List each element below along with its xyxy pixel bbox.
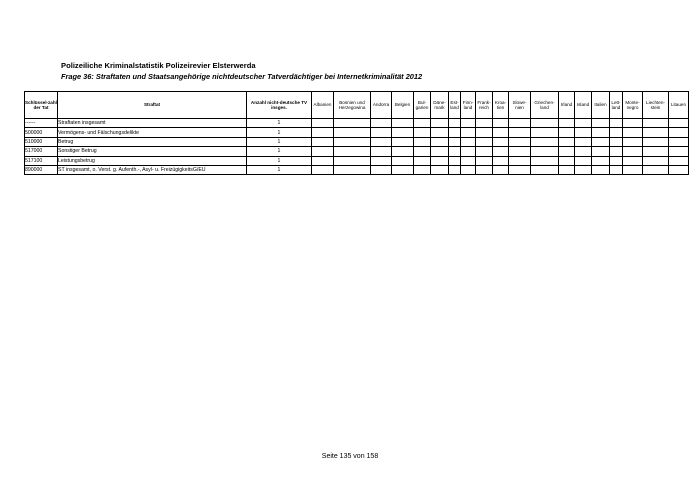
row-offense-cell: Betrug [58, 137, 247, 146]
row-offense-cell: ST insgesamt, o. Verst. g. Aufenth.-, Asyl- u. FreizügigkeitsG/EU [58, 165, 247, 174]
column-header-country: Lett-land [610, 92, 623, 119]
row-country-cell [461, 165, 476, 174]
row-country-cell [669, 165, 689, 174]
row-country-cell [643, 128, 669, 137]
row-total-cell: 1 [247, 119, 312, 128]
row-country-cell [669, 137, 689, 146]
row-country-cell [509, 137, 531, 146]
row-country-cell [592, 119, 610, 128]
row-country-cell [392, 165, 414, 174]
row-country-cell [312, 128, 334, 137]
report-title: Polizeiliche Kriminalstatistik Polizeirevier Elsterwerda [61, 61, 256, 70]
column-header-offense: Straftat [58, 92, 247, 119]
row-country-cell [493, 147, 509, 156]
row-country-cell [312, 119, 334, 128]
row-country-cell [623, 165, 643, 174]
row-country-cell [431, 128, 449, 137]
row-country-cell [334, 165, 371, 174]
row-country-cell [643, 156, 669, 165]
row-country-cell [643, 147, 669, 156]
row-code-cell: 500000 [25, 128, 58, 137]
row-code-cell: 517100 [25, 156, 58, 165]
row-country-cell [559, 156, 575, 165]
row-country-cell [559, 119, 575, 128]
row-country-cell [531, 147, 559, 156]
row-country-cell [669, 147, 689, 156]
row-country-cell [371, 119, 392, 128]
row-total-cell: 1 [247, 128, 312, 137]
row-country-cell [559, 137, 575, 146]
column-header-country: Bul-garien [414, 92, 431, 119]
row-country-cell [623, 128, 643, 137]
row-country-cell [493, 119, 509, 128]
row-country-cell [476, 119, 493, 128]
row-country-cell [531, 119, 559, 128]
row-country-cell [592, 137, 610, 146]
row-country-cell [414, 156, 431, 165]
row-country-cell [414, 165, 431, 174]
column-header-country: Finn-land [461, 92, 476, 119]
column-header-code: Schlüssel-zahl der Tat [25, 92, 58, 119]
column-header-country: Litauen [669, 92, 689, 119]
row-country-cell [392, 147, 414, 156]
row-country-cell [476, 156, 493, 165]
row-country-cell [575, 165, 592, 174]
column-header-country: Däne-mark [431, 92, 449, 119]
row-country-cell [431, 137, 449, 146]
row-code-cell: 517000 [25, 147, 58, 156]
row-country-cell [669, 156, 689, 165]
row-country-cell [531, 165, 559, 174]
row-country-cell [476, 137, 493, 146]
row-country-cell [312, 156, 334, 165]
report-subtitle: Frage 36: Straftaten und Staatsangehörige nichtdeutscher Tatverdächtiger bei Internetkriminalität 2012 [61, 72, 423, 81]
row-country-cell [392, 137, 414, 146]
row-offense-cell: Straftaten insgesamt [58, 119, 247, 128]
row-country-cell [559, 128, 575, 137]
column-header-country: Liechten-stein [643, 92, 669, 119]
column-header-country: Andorra [371, 92, 392, 119]
row-country-cell [312, 137, 334, 146]
row-country-cell [623, 147, 643, 156]
row-country-cell [575, 128, 592, 137]
row-country-cell [509, 128, 531, 137]
row-country-cell [592, 156, 610, 165]
row-country-cell [461, 156, 476, 165]
row-country-cell [371, 165, 392, 174]
header-row [25, 92, 689, 119]
row-country-cell [334, 128, 371, 137]
row-country-cell [623, 119, 643, 128]
row-country-cell [476, 147, 493, 156]
row-code-cell: ------ [25, 119, 58, 128]
row-country-cell [669, 128, 689, 137]
row-country-cell [559, 165, 575, 174]
row-country-cell [476, 165, 493, 174]
table-row [25, 165, 689, 174]
row-country-cell [493, 165, 509, 174]
table-row [25, 156, 689, 165]
row-country-cell [461, 119, 476, 128]
row-country-cell [449, 137, 461, 146]
table-row [25, 147, 689, 156]
column-header-country: Irland [559, 92, 575, 119]
row-country-cell [509, 119, 531, 128]
row-country-cell [643, 165, 669, 174]
row-country-cell [493, 137, 509, 146]
row-country-cell [592, 165, 610, 174]
column-header-country: Est-land [449, 92, 461, 119]
row-country-cell [575, 156, 592, 165]
page-number: Seite 135 von 158 [321, 453, 379, 460]
table-row [25, 137, 689, 146]
row-country-cell [623, 156, 643, 165]
row-country-cell [371, 137, 392, 146]
row-total-cell: 1 [247, 137, 312, 146]
column-header-country: Kroa-tien [493, 92, 509, 119]
row-code-cell: 890000 [25, 165, 58, 174]
row-country-cell [493, 128, 509, 137]
column-header-country: Slowe-nien [509, 92, 531, 119]
row-country-cell [334, 119, 371, 128]
row-country-cell [449, 119, 461, 128]
column-header-country: Griechen-land [531, 92, 559, 119]
column-header-country: Frank-reich [476, 92, 493, 119]
row-country-cell [312, 165, 334, 174]
row-country-cell [449, 147, 461, 156]
row-country-cell [392, 119, 414, 128]
row-country-cell [461, 128, 476, 137]
row-country-cell [610, 147, 623, 156]
row-total-cell: 1 [247, 156, 312, 165]
row-country-cell [509, 156, 531, 165]
row-country-cell [531, 156, 559, 165]
row-country-cell [449, 128, 461, 137]
row-country-cell [334, 147, 371, 156]
row-country-cell [643, 137, 669, 146]
column-header-country: Bosnien und Herzegowina [334, 92, 371, 119]
row-country-cell [575, 119, 592, 128]
column-header-country: Italien [592, 92, 610, 119]
column-header-total: Anzahl nicht-deutsche TV insges. [247, 92, 312, 119]
row-country-cell [592, 128, 610, 137]
row-total-cell: 1 [247, 165, 312, 174]
row-country-cell [509, 147, 531, 156]
row-country-cell [431, 165, 449, 174]
row-country-cell [392, 128, 414, 137]
row-country-cell [392, 156, 414, 165]
row-total-cell: 1 [247, 147, 312, 156]
row-offense-cell: Sonstiger Betrug [58, 147, 247, 156]
row-country-cell [414, 147, 431, 156]
row-country-cell [371, 128, 392, 137]
row-country-cell [610, 128, 623, 137]
row-country-cell [431, 119, 449, 128]
row-country-cell [623, 137, 643, 146]
row-country-cell [414, 128, 431, 137]
row-country-cell [493, 156, 509, 165]
row-country-cell [312, 147, 334, 156]
row-country-cell [461, 137, 476, 146]
row-country-cell [449, 156, 461, 165]
column-header-country: Monte-negro [623, 92, 643, 119]
row-country-cell [669, 119, 689, 128]
row-country-cell [476, 128, 493, 137]
row-country-cell [610, 165, 623, 174]
row-country-cell [559, 147, 575, 156]
row-country-cell [334, 156, 371, 165]
table-row [25, 128, 689, 137]
column-header-country: Island [575, 92, 592, 119]
row-country-cell [431, 156, 449, 165]
table-body [25, 119, 689, 175]
row-country-cell [334, 137, 371, 146]
row-country-cell [509, 165, 531, 174]
row-country-cell [531, 128, 559, 137]
column-header-country: Albanien [312, 92, 334, 119]
row-offense-cell: Leistungsbetrug [58, 156, 247, 165]
row-country-cell [371, 147, 392, 156]
row-country-cell [531, 137, 559, 146]
row-country-cell [431, 147, 449, 156]
row-offense-cell: Vermögens- und Fälschungsdelikte [58, 128, 247, 137]
row-country-cell [371, 156, 392, 165]
row-country-cell [610, 119, 623, 128]
table-row [25, 119, 689, 128]
row-country-cell [610, 156, 623, 165]
row-country-cell [575, 137, 592, 146]
row-country-cell [449, 165, 461, 174]
row-country-cell [643, 119, 669, 128]
row-country-cell [592, 147, 610, 156]
statistics-table [24, 91, 689, 175]
column-header-country: Belgien [392, 92, 414, 119]
row-country-cell [461, 147, 476, 156]
row-country-cell [610, 137, 623, 146]
row-code-cell: 510000 [25, 137, 58, 146]
row-country-cell [414, 119, 431, 128]
row-country-cell [575, 147, 592, 156]
row-country-cell [414, 137, 431, 146]
